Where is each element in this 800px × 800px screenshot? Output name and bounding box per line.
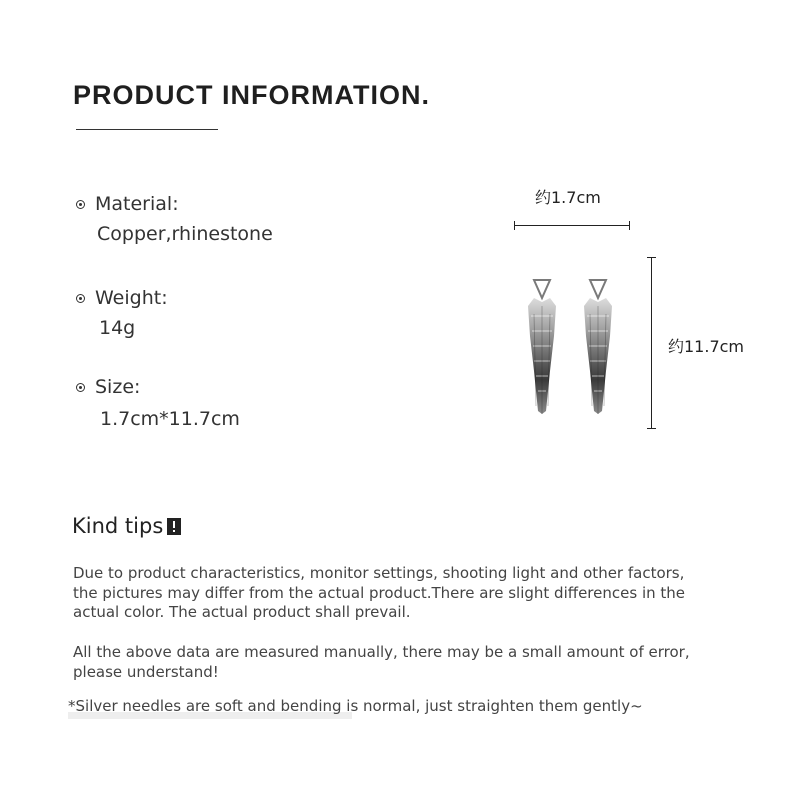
width-dimension-line	[514, 225, 630, 226]
earrings-product-image	[520, 276, 630, 418]
spec-weight-value: 14g	[99, 317, 136, 339]
tips-paragraph-1: Due to product characteristics, monitor settings, shooting light and other factors, the pictures may differ from the actual product.There are slight differences in the actual color. The actual product shall prevail.	[73, 564, 685, 621]
tips-note: *Silver needles are soft and bending is normal, just straighten them gently~	[68, 697, 643, 715]
spec-size-value: 1.7cm*11.7cm	[100, 408, 240, 430]
earring-left	[528, 280, 556, 414]
spec-size-label: Size:	[95, 376, 141, 398]
spec-size	[76, 376, 240, 430]
width-dimension-label: 约1.7cm	[535, 188, 601, 207]
spec-material-label: Material:	[95, 193, 179, 215]
circle-dot-icon	[76, 200, 85, 209]
circle-dot-icon	[76, 383, 85, 392]
spec-weight-label: Weight:	[95, 287, 168, 309]
kind-tips-heading	[72, 514, 181, 538]
spec-material	[76, 193, 273, 245]
circle-dot-icon	[76, 294, 85, 303]
spec-weight	[76, 287, 168, 339]
page-title: PRODUCT INFORMATION.	[73, 80, 430, 110]
kind-tips-title: Kind tips	[72, 514, 164, 538]
spec-material-value: Copper,rhinestone	[97, 223, 273, 245]
height-dimension-label: 约11.7cm	[668, 337, 745, 356]
height-dimension-line	[651, 257, 652, 429]
title-underline	[76, 129, 218, 130]
exclamation-icon	[167, 518, 181, 535]
tips-paragraph-2: All the above data are measured manually, there may be a small amount of error, please understand!	[73, 643, 690, 681]
earring-right	[584, 280, 612, 414]
